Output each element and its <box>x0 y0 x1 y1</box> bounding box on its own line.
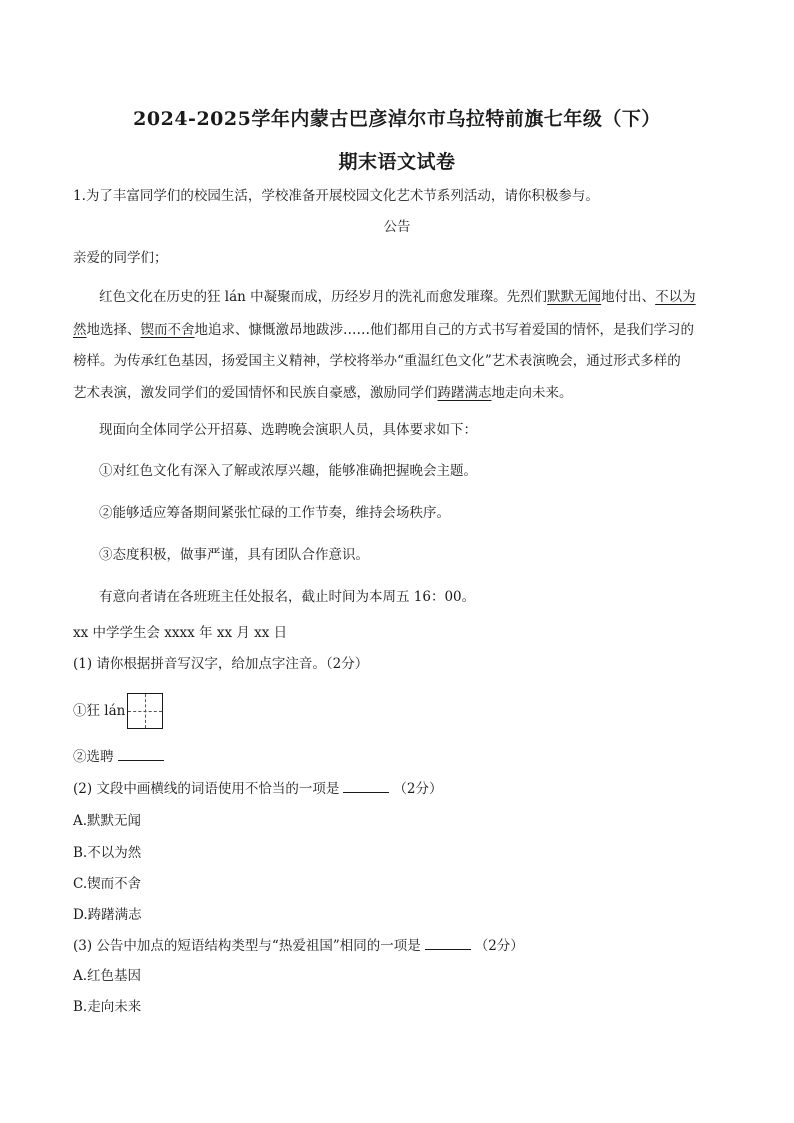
underlined-word: 踌躇满志 <box>437 385 492 401</box>
paragraph-line-2 <box>73 320 694 340</box>
text: 艺术表演，激发同学们的爱国情怀和民族自豪感，激励同学们 <box>73 385 438 401</box>
exam-subtitle: 期末语文试卷 <box>338 151 456 173</box>
score: （2分） <box>474 938 524 954</box>
recruit-intro: 现面向全体同学公开招募、选聘晚会演职人员，具体要求如下： <box>99 422 477 438</box>
answer-blank[interactable] <box>118 746 164 761</box>
requirement-2: ②能够适应筹备期间紧张忙碌的工作节奏，维持会场秩序。 <box>99 505 450 521</box>
sub-question-3 <box>73 935 524 956</box>
text: 地选择、 <box>86 322 141 338</box>
score: （2分） <box>393 781 443 797</box>
option-c[interactable]: C.锲而不舍 <box>73 876 142 892</box>
salutation: 亲爱的同学们； <box>73 250 168 266</box>
requirement-1: ①对红色文化有深入了解或浓厚兴趣，能够准确把握晚会主题。 <box>99 463 477 479</box>
option-b[interactable]: B.不以为然 <box>73 845 142 861</box>
question-text: (3) 公告中加点的短语结构类型与“热爱祖国”相同的一项是 <box>73 938 421 954</box>
answer-blank[interactable] <box>425 935 471 950</box>
paragraph-line-3: 榜样。为传承红色基因，扬爱国主义精神，学校将举办“重温红色文化”艺术表演晚会，通过形式多样的 <box>73 353 681 369</box>
requirement-3: ③态度积极，做事严谨，具有团队合作意识。 <box>99 547 369 563</box>
question-text: (2) 文段中画横线的词语使用不恰当的一项是 <box>73 781 340 797</box>
option-a[interactable]: A.红色基因 <box>73 968 142 984</box>
item-label: ②选聘 <box>73 749 114 765</box>
option-d[interactable]: D.踌躇满志 <box>73 907 142 923</box>
underlined-word: 然 <box>73 322 87 338</box>
pinyin-item-2 <box>73 746 168 767</box>
underlined-word: 默默无闻 <box>547 289 602 305</box>
text: 地付出、 <box>601 289 656 305</box>
exam-title: 2024-2025学年内蒙古巴彦淖尔市乌拉特前旗七年级（下） <box>133 108 661 130</box>
answer-blank[interactable] <box>343 778 389 793</box>
underlined-word: 不以为 <box>655 289 696 305</box>
option-a[interactable]: A.默默无闻 <box>73 813 142 829</box>
pinyin-item-1: ①狂 lán <box>73 703 126 719</box>
text: 红色文化在历史的狂 lán 中凝聚而成，历经岁月的洗礼而愈发璀璨。先烈们 <box>99 289 548 305</box>
paragraph-line-4 <box>73 383 573 403</box>
text: 地追求、慷慨激昂地跋涉……他们都用自己的方式书写着爱国的情怀，是我们学习的 <box>194 322 694 338</box>
character-writing-box[interactable] <box>127 693 163 729</box>
deadline: 有意向者请在各班班主任处报名，截止时间为本周五 16：00。 <box>99 589 476 605</box>
sub-question-1: (1) 请你根据拼音写汉字，给加点字注音。（2分） <box>73 656 369 672</box>
notice-title: 公告 <box>383 219 411 235</box>
option-b[interactable]: B.走向未来 <box>73 999 142 1015</box>
text: 地走向未来。 <box>491 385 573 401</box>
paragraph-line-1 <box>99 287 696 307</box>
underlined-word: 锲而不舍 <box>140 322 195 338</box>
question-1-intro: 1.为了丰富同学们的校园生活，学校准备开展校园文化艺术节系列活动，请你积极参与。 <box>73 188 599 204</box>
sub-question-2 <box>73 778 443 799</box>
signature: xx 中学学生会 xxxx 年 xx 月 xx 日 <box>73 625 288 641</box>
